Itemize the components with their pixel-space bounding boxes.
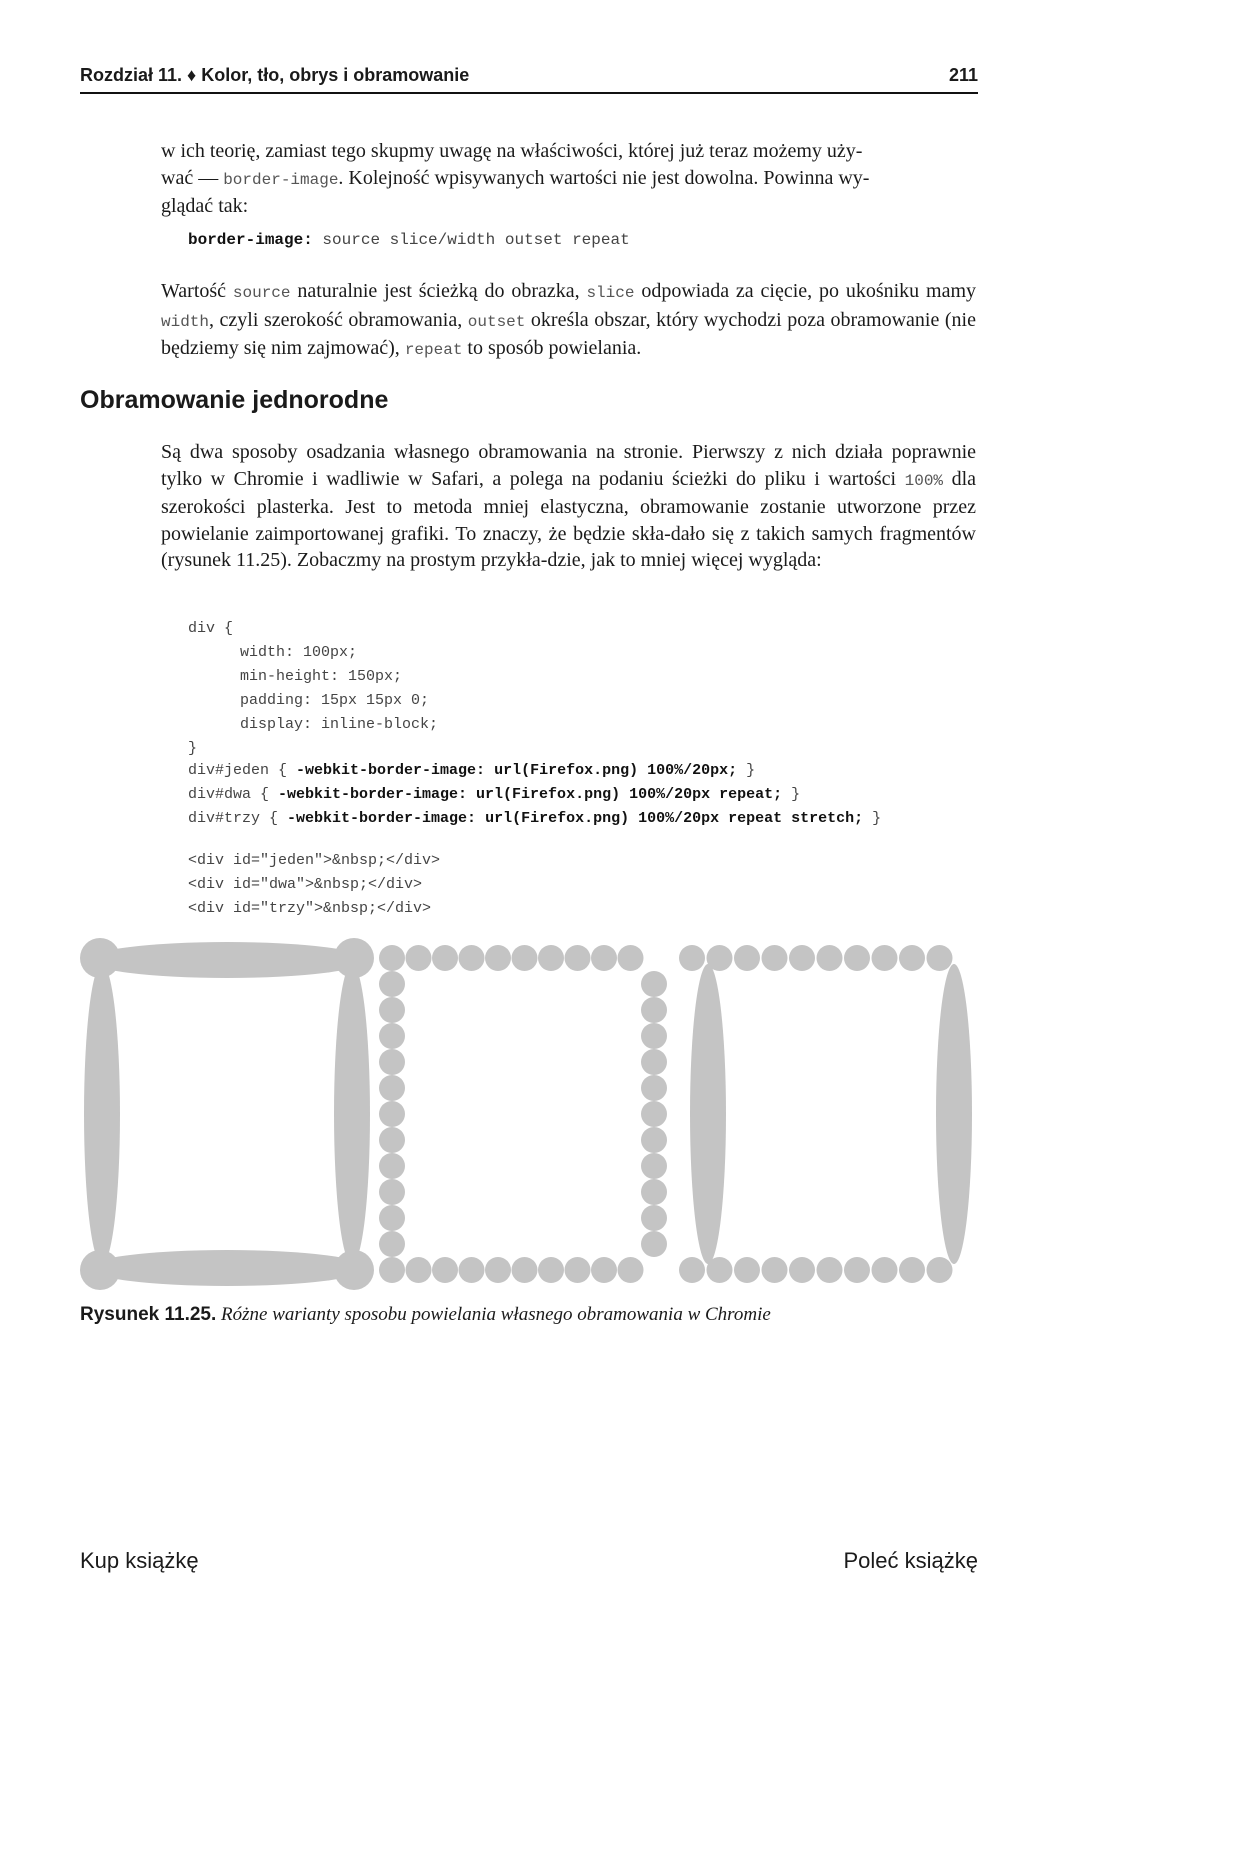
repeated-tile: [899, 945, 925, 971]
repeated-tile: [641, 1205, 667, 1231]
repeated-tile: [406, 945, 432, 971]
repeated-tile: [641, 1049, 667, 1075]
repeated-tile: [817, 945, 843, 971]
repeated-tile: [641, 971, 667, 997]
stretched-top-border: [87, 942, 367, 978]
repeated-tile: [432, 1257, 458, 1283]
code-line: <div id="dwa">&nbsp;</div>: [188, 876, 423, 893]
repeated-tile: [641, 1231, 667, 1257]
repeated-tile: [641, 997, 667, 1023]
repeated-tile: [844, 945, 870, 971]
repeated-tile: [379, 1127, 405, 1153]
repeated-tile: [379, 1231, 405, 1257]
repeated-tile: [762, 1257, 788, 1283]
repeated-tile: [512, 945, 538, 971]
box-trzy: [679, 945, 972, 1283]
intro-line-3: glądać tak:: [161, 195, 249, 217]
intro-line-2: wać — border-image. Kolejność wpisywanych wartości nie jest dowolna. Powinna wy-: [161, 166, 870, 189]
explain-paragraph: Wartość source naturalnie jest ścieżką do obrazka, slice odpowiada za cięcie, po ukośniku mamy width, czyli szerokość obramowania, outset określa obszar, który wychodzi poza obramowanie (nie będziemy się nim zajmować), repeat to sposób powielania.: [161, 280, 977, 359]
intro-line-1: w ich teorię, zamiast tego skupmy uwagę na właściwości, której już teraz możemy uży-: [161, 140, 863, 162]
buy-book-link[interactable]: Kup książkę: [80, 1548, 199, 1573]
repeated-tile: [379, 1153, 405, 1179]
repeated-tile: [641, 1075, 667, 1101]
repeated-tile: [565, 945, 591, 971]
inline-code: border-image: [223, 170, 339, 189]
stretched-left-border: [84, 964, 120, 1264]
repeated-tile: [538, 1257, 564, 1283]
repeated-tile: [872, 1257, 898, 1283]
chapter-title: Rozdział 11. ♦ Kolor, tło, obrys i obramowanie: [80, 65, 470, 85]
repeated-tile: [459, 945, 485, 971]
repeated-tile: [817, 1257, 843, 1283]
repeated-tile: [406, 1257, 432, 1283]
repeated-tile: [641, 1023, 667, 1049]
repeated-tile: [379, 1179, 405, 1205]
repeated-tile: [789, 1257, 815, 1283]
repeated-tile: [641, 1127, 667, 1153]
figure-border-examples: [80, 938, 976, 1290]
repeated-tile: [591, 945, 617, 971]
box-jeden: [80, 938, 374, 1290]
repeated-tile: [618, 945, 644, 971]
stretched-right-border: [936, 964, 972, 1264]
repeated-tile: [927, 1257, 953, 1283]
body-paragraph: Są dwa sposoby osadzania własnego obramowania na stronie. Pierwszy z nich działa poprawnie tylko w Chromie i wadliwie w Safari, a polega na podaniu ścieżki do pliku i wartości 100% dla szerokości plasterka. Jest to metoda mniej elastyczna, obramowanie zostanie utworzone przez powielanie zaimportowanej grafiki. To znaczy, że będzie skła-dało się z takich samych fragmentów (rysunek 11.25). Zobaczmy na prostym przykła-dzie, jak to mniej więcej wygląda:: [161, 441, 976, 571]
repeated-tile: [641, 1101, 667, 1127]
repeated-tile: [512, 1257, 538, 1283]
repeated-tile: [379, 1101, 405, 1127]
stretched-bottom-border: [87, 1250, 367, 1286]
corner-tile: [80, 938, 120, 978]
repeated-tile: [789, 945, 815, 971]
corner-tile: [80, 1250, 120, 1290]
repeated-tile: [379, 945, 405, 971]
repeated-tile: [641, 1179, 667, 1205]
repeated-tile: [379, 997, 405, 1023]
corner-tile: [334, 1250, 374, 1290]
border-image-illustration: [80, 938, 976, 1290]
repeated-tile: [762, 945, 788, 971]
code-line: <div id="trzy">&nbsp;</div>: [188, 900, 432, 917]
repeated-tile: [379, 971, 405, 997]
repeated-tile: [927, 945, 953, 971]
repeated-tile: [379, 1075, 405, 1101]
repeated-tile: [459, 1257, 485, 1283]
code-line: padding: 15px 15px 0;: [240, 692, 430, 709]
stretched-left-border: [690, 964, 726, 1264]
repeated-tile: [734, 1257, 760, 1283]
repeated-tile: [899, 1257, 925, 1283]
figure-label: Rysunek 11.25.: [80, 1304, 217, 1325]
stretched-right-border: [334, 964, 370, 1264]
intro-paragraph: [161, 138, 976, 220]
repeated-tile: [707, 1257, 733, 1283]
running-header: [80, 60, 978, 94]
page-number: 211: [948, 65, 978, 85]
repeated-tile: [591, 1257, 617, 1283]
repeated-tile: [618, 1257, 644, 1283]
code-line: }: [188, 740, 198, 757]
repeated-tile: [679, 945, 705, 971]
code-line: div#trzy { -webkit-border-image: url(Firefox.png) 100%/20px repeat stretch; }: [188, 810, 882, 827]
code-line: width: 100px;: [240, 644, 358, 661]
repeated-tile: [734, 945, 760, 971]
code-line: display: inline-block;: [240, 716, 439, 733]
code-line: div#jeden { -webkit-border-image: url(Firefox.png) 100%/20px; }: [188, 762, 756, 779]
code-line: div#dwa { -webkit-border-image: url(Firefox.png) 100%/20px repeat; }: [188, 786, 801, 803]
code-line: div {: [188, 620, 234, 637]
repeated-tile: [844, 1257, 870, 1283]
repeated-tile: [641, 1153, 667, 1179]
repeated-tile: [432, 945, 458, 971]
corner-tile: [334, 938, 374, 978]
repeated-tile: [679, 1257, 705, 1283]
code-line: min-height: 150px;: [240, 668, 403, 685]
repeated-tile: [485, 1257, 511, 1283]
repeated-tile: [872, 945, 898, 971]
repeated-tile: [379, 1257, 405, 1283]
box-dwa: [379, 945, 667, 1283]
repeated-tile: [707, 945, 733, 971]
repeated-tile: [379, 1049, 405, 1075]
repeated-tile: [379, 1023, 405, 1049]
repeated-tile: [485, 945, 511, 971]
code-line: <div id="jeden">&nbsp;</div>: [188, 852, 441, 869]
repeated-tile: [379, 1205, 405, 1231]
figure-caption: [80, 1304, 771, 1326]
figure-caption-text: Różne warianty sposobu powielania własnego obramowania w Chromie: [216, 1304, 771, 1325]
section-heading: Obramowanie jednorodne: [80, 386, 389, 414]
repeated-tile: [538, 945, 564, 971]
repeated-tile: [565, 1257, 591, 1283]
recommend-book-link[interactable]: Poleć książkę: [843, 1548, 978, 1573]
syntax-code: border-image: source slice/width outset repeat: [188, 231, 630, 249]
